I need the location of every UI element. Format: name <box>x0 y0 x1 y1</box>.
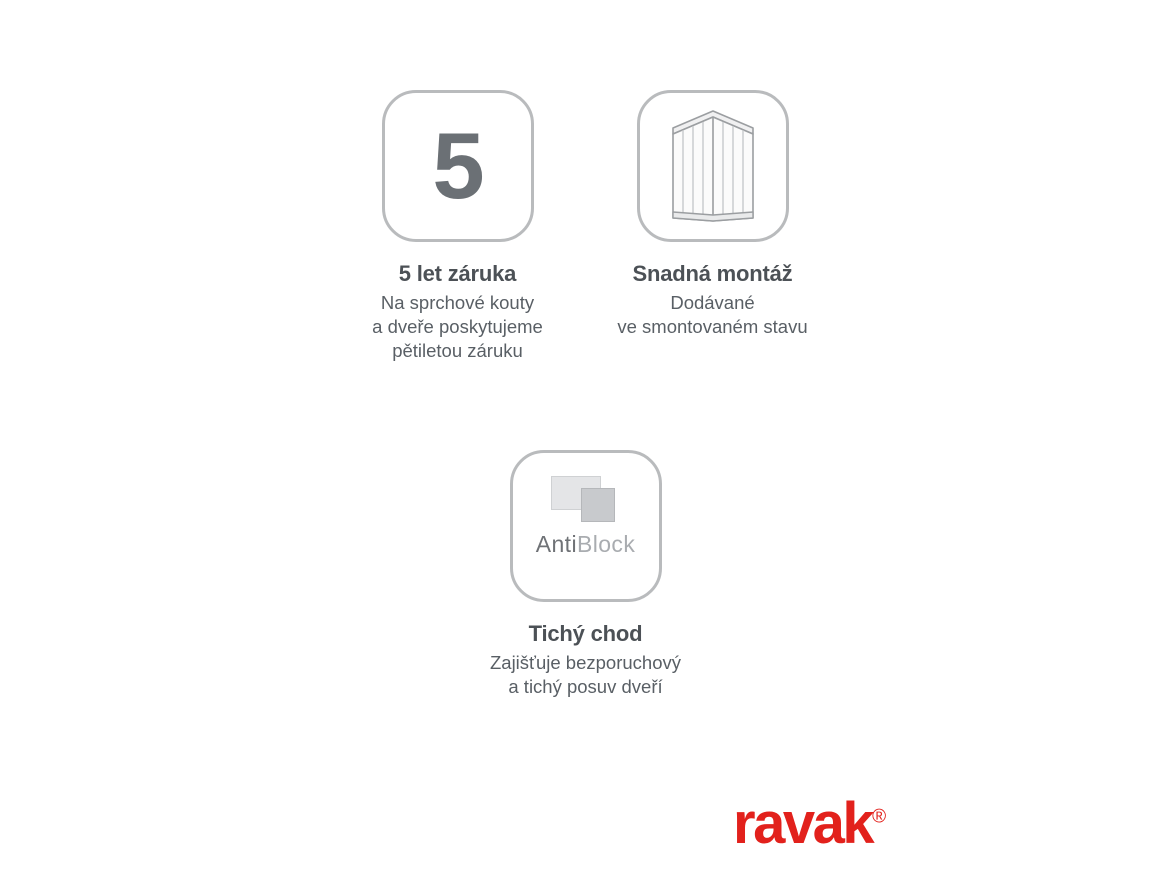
antiblock-word-block: Block <box>576 531 636 557</box>
antiblock-squares-icon <box>543 474 629 526</box>
feature-quiet-icon-box <box>510 450 662 602</box>
number-five-icon: 5 <box>432 113 483 218</box>
feature-assembly-description <box>610 291 815 338</box>
shower-enclosure-icon <box>667 108 759 224</box>
ravak-logo <box>733 791 887 856</box>
feature-assembly <box>610 90 815 339</box>
feature-assembly-icon-box <box>637 90 789 242</box>
feature-warranty-icon-box <box>382 90 534 242</box>
ravak-logo-text: ravak <box>733 791 873 856</box>
antiblock-icon <box>521 474 651 578</box>
registered-trademark-icon: ® <box>872 806 887 828</box>
feature-warranty-description <box>355 291 560 362</box>
antiblock-square-front <box>581 488 615 522</box>
feature-quiet-title: Tichý chod <box>528 621 643 646</box>
feature-warranty-desc-line-3: pětiletou záruku <box>392 339 523 361</box>
feature-quiet-operation <box>483 450 688 699</box>
feature-warranty <box>355 90 560 362</box>
feature-assembly-desc-line-2: ve smontovaném stavu <box>617 315 808 337</box>
feature-quiet-description <box>483 651 688 698</box>
feature-quiet-desc-line-2: a tichý posuv dveří <box>508 675 663 697</box>
antiblock-word-anti: Anti <box>535 531 577 557</box>
feature-warranty-title: 5 let záruka <box>398 261 517 286</box>
feature-quiet-desc-line-1: Zajišťuje bezporuchový <box>489 652 681 674</box>
feature-assembly-title: Snadná montáž <box>632 261 793 286</box>
feature-warranty-desc-line-2: a dveře poskytujeme <box>372 315 543 337</box>
feature-assembly-desc-line-1: Dodávané <box>670 292 755 314</box>
feature-warranty-desc-line-1: Na sprchové kouty <box>380 292 535 314</box>
antiblock-wordmark <box>521 531 651 558</box>
